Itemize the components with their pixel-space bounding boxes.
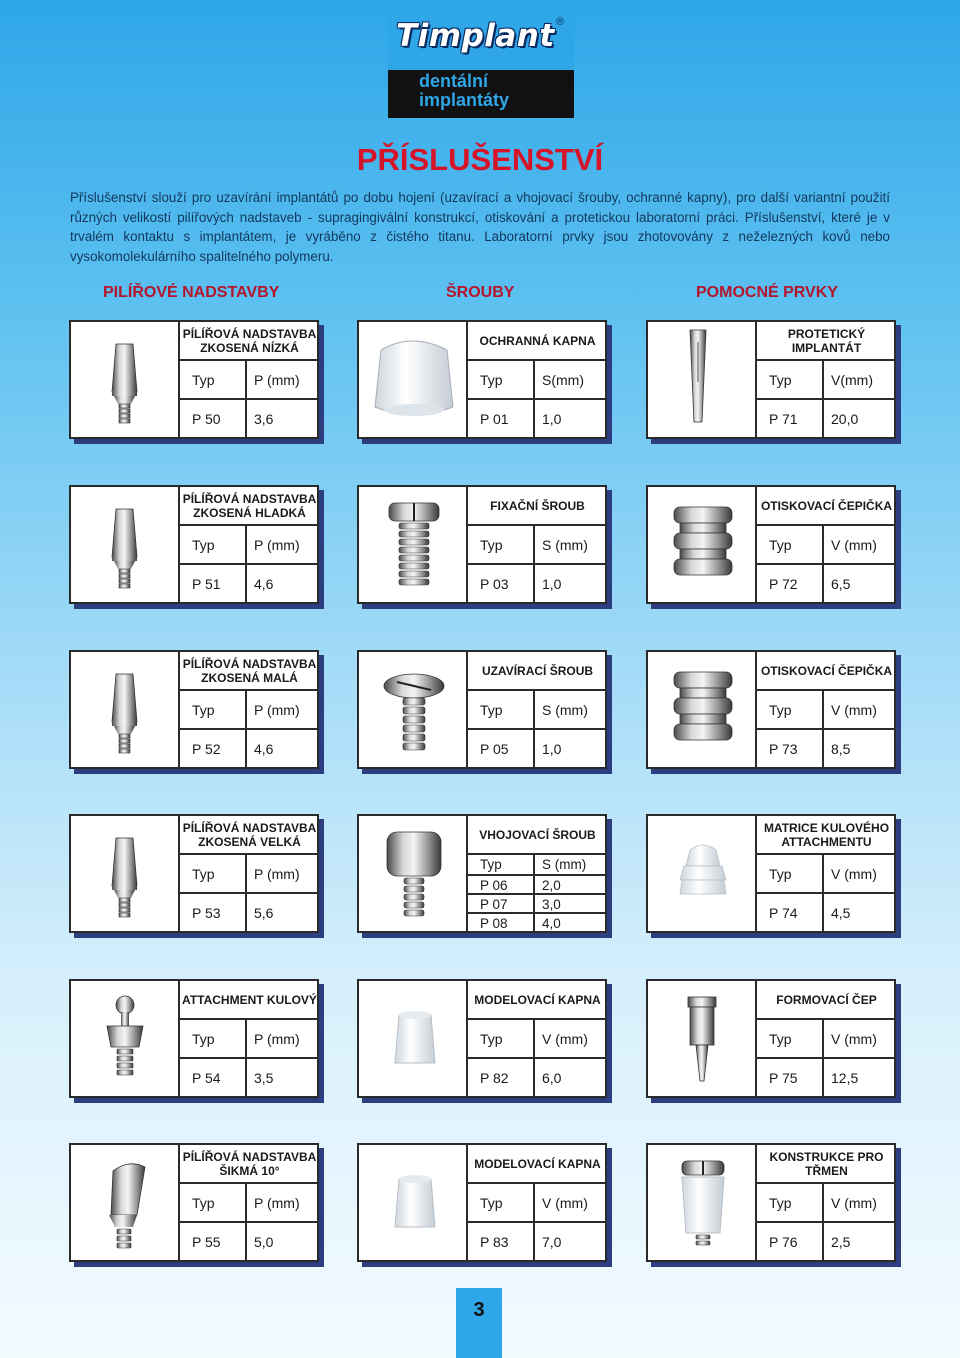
column-header-row [178, 526, 319, 565]
product-row [755, 400, 896, 437]
product-code: P 74 [769, 904, 798, 921]
column-heading-screws: ŠROUBY [446, 284, 515, 301]
product-size: 20,0 [831, 410, 859, 427]
product-code: P 72 [769, 575, 798, 592]
brand-logo [388, 0, 574, 118]
product-card [69, 320, 319, 439]
type-header: Typ [769, 865, 792, 882]
product-row [178, 1223, 319, 1260]
column-divider [822, 1184, 824, 1260]
product-row [178, 1059, 319, 1096]
column-heading-abutments: PILÍŘOVÉ NADSTAVBY [103, 284, 280, 301]
column-divider [822, 691, 824, 767]
product-size: 1,0 [542, 575, 562, 592]
impression-cap-tall-icon [648, 652, 755, 767]
product-title: MODELOVACÍ KAPNA [466, 981, 607, 1020]
product-code: P 55 [192, 1233, 221, 1250]
column-divider [822, 1020, 824, 1096]
product-card [69, 814, 319, 933]
logo-registered-mark: ® [556, 16, 565, 28]
column-header-row [466, 855, 607, 874]
product-card [646, 814, 896, 933]
column-divider [245, 691, 247, 767]
product-size: 8,5 [831, 740, 851, 757]
product-title: PÍLÍŘOVÁ NADSTAVBA ŠIKMÁ 10° [178, 1145, 319, 1184]
size-header: V (mm) [831, 865, 877, 882]
product-code: P 76 [769, 1233, 798, 1250]
abutment-low-icon [71, 322, 178, 437]
product-title: PÍLÍŘOVÁ NADSTAVBA ZKOSENÁ MALÁ [178, 652, 319, 691]
product-size: 4,6 [254, 740, 274, 757]
size-header: V (mm) [542, 1030, 588, 1047]
type-header: Typ [480, 371, 503, 388]
product-row [466, 730, 607, 767]
product-card [646, 320, 896, 439]
product-row [755, 1059, 896, 1096]
column-header-row [466, 1020, 607, 1059]
size-header: S (mm) [542, 701, 588, 718]
product-code: P 01 [480, 410, 509, 427]
product-size: 3,6 [254, 410, 274, 427]
size-header: V (mm) [542, 1194, 588, 1211]
product-code: P 54 [192, 1069, 221, 1086]
column-header-row [755, 1020, 896, 1059]
product-title: UZAVÍRACÍ ŠROUB [466, 652, 607, 691]
product-card [69, 650, 319, 769]
column-header-row [755, 1184, 896, 1223]
page-number: 3 [456, 1288, 502, 1358]
type-header: Typ [480, 701, 503, 718]
product-code: P 50 [192, 410, 221, 427]
product-code: P 75 [769, 1069, 798, 1086]
cover-screw-icon [359, 652, 466, 767]
product-row [466, 1223, 607, 1260]
column-divider [245, 855, 247, 931]
column-header-row [466, 526, 607, 565]
column-header-row [178, 691, 319, 730]
product-size: 6,0 [542, 1069, 562, 1086]
product-row [466, 912, 607, 933]
abutment-smooth-icon [71, 487, 178, 602]
product-size: 7,0 [542, 1233, 562, 1250]
product-size: 6,5 [831, 575, 851, 592]
product-code: P 08 [480, 916, 508, 931]
page-title: PŘÍSLUŠENSTVÍ [356, 142, 604, 177]
column-divider [822, 361, 824, 437]
product-card [646, 650, 896, 769]
product-row [755, 894, 896, 931]
product-code: P 51 [192, 575, 221, 592]
product-size: 1,0 [542, 410, 562, 427]
modeling-cap-small-icon [359, 1145, 466, 1260]
column-header-row [755, 691, 896, 730]
product-card [357, 1143, 607, 1262]
product-size: 4,0 [542, 916, 561, 931]
ball-matrix-icon [648, 816, 755, 931]
forming-pin-icon [648, 981, 755, 1096]
type-header: Typ [192, 536, 215, 553]
column-divider [822, 855, 824, 931]
abutment-small-icon [71, 652, 178, 767]
product-row [466, 1059, 607, 1096]
product-title: PÍLÍŘOVÁ NADSTAVBA ZKOSENÁ HLADKÁ [178, 487, 319, 526]
column-header-row [178, 1184, 319, 1223]
size-header: V (mm) [831, 701, 877, 718]
column-divider [245, 361, 247, 437]
type-header: Typ [192, 1030, 215, 1047]
ball-attachment-icon [71, 981, 178, 1096]
product-size: 4,5 [831, 904, 851, 921]
product-title: OTISKOVACÍ ČEPIČKA [755, 652, 896, 691]
product-card [69, 979, 319, 1098]
type-header: Typ [769, 1194, 792, 1211]
column-divider [245, 1020, 247, 1096]
size-header: S (mm) [542, 536, 588, 553]
size-header: P (mm) [254, 371, 300, 388]
product-title: PROTETICKÝ IMPLANTÁT [755, 322, 896, 361]
product-size: 3,0 [542, 897, 561, 912]
product-row [466, 874, 607, 895]
product-size: 12,5 [831, 1069, 859, 1086]
size-header: P (mm) [254, 865, 300, 882]
size-header: V(mm) [831, 371, 873, 388]
product-code: P 03 [480, 575, 509, 592]
logo-name: Timplant [396, 18, 555, 54]
product-code: P 71 [769, 410, 798, 427]
column-divider [533, 361, 535, 437]
column-header-row [755, 526, 896, 565]
type-header: Typ [480, 1194, 503, 1211]
product-row [466, 565, 607, 602]
product-title: FIXAČNÍ ŠROUB [466, 487, 607, 526]
size-header: V (mm) [831, 1030, 877, 1047]
column-header-row [178, 361, 319, 400]
product-code: P 83 [480, 1233, 509, 1250]
type-header: Typ [192, 1194, 215, 1211]
column-divider [245, 1184, 247, 1260]
column-divider [822, 526, 824, 602]
column-divider [533, 1184, 535, 1260]
type-header: Typ [769, 701, 792, 718]
column-header-row [466, 1184, 607, 1223]
column-header-row [755, 361, 896, 400]
product-row [755, 730, 896, 767]
column-divider [533, 855, 535, 931]
product-size: 5,6 [254, 904, 274, 921]
column-divider [533, 526, 535, 602]
impression-cap-icon [648, 487, 755, 602]
product-code: P 53 [192, 904, 221, 921]
type-header: Typ [769, 371, 792, 388]
product-row [755, 1223, 896, 1260]
product-card [69, 1143, 319, 1262]
column-header-row [178, 1020, 319, 1059]
product-card [646, 485, 896, 604]
product-size: 2,0 [542, 878, 561, 893]
size-header: S (mm) [542, 857, 587, 872]
product-code: P 82 [480, 1069, 509, 1086]
product-row [466, 400, 607, 437]
product-code: P 52 [192, 740, 221, 757]
product-title: ATTACHMENT KULOVÝ [178, 981, 319, 1020]
column-divider [533, 691, 535, 767]
size-header: P (mm) [254, 536, 300, 553]
product-card [646, 1143, 896, 1262]
product-title: KONSTRUKCE PRO TŘMEN [755, 1145, 896, 1184]
bar-construction-icon [648, 1145, 755, 1260]
modeling-cap-icon [359, 981, 466, 1096]
product-code: P 73 [769, 740, 798, 757]
product-title: OTISKOVACÍ ČEPIČKA [755, 487, 896, 526]
abutment-large-icon [71, 816, 178, 931]
product-card [357, 485, 607, 604]
column-divider [245, 526, 247, 602]
product-row [178, 894, 319, 931]
type-header: Typ [769, 536, 792, 553]
protective-cap-icon [359, 322, 466, 437]
type-header: Typ [192, 371, 215, 388]
product-size: 5,0 [254, 1233, 274, 1250]
product-row [178, 400, 319, 437]
type-header: Typ [480, 536, 503, 553]
type-header: Typ [769, 1030, 792, 1047]
product-card [646, 979, 896, 1098]
type-header: Typ [192, 701, 215, 718]
column-header-row [466, 691, 607, 730]
product-title: PÍLÍŘOVÁ NADSTAVBA ZKOSENÁ VELKÁ [178, 816, 319, 855]
product-row [178, 565, 319, 602]
product-row [755, 565, 896, 602]
size-header: V (mm) [831, 536, 877, 553]
product-card [357, 650, 607, 769]
product-title: VHOJOVACÍ ŠROUB [466, 816, 607, 855]
size-header: S(mm) [542, 371, 584, 388]
type-header: Typ [480, 1030, 503, 1047]
product-code: P 05 [480, 740, 509, 757]
product-card [357, 320, 607, 439]
healing-screw-icon [359, 816, 466, 931]
type-header: Typ [192, 865, 215, 882]
product-card [357, 814, 607, 933]
size-header: V (mm) [831, 1194, 877, 1211]
logo-subtitle: dentální implantáty [419, 71, 510, 110]
column-divider [533, 1020, 535, 1096]
product-card [69, 485, 319, 604]
product-size: 3,5 [254, 1069, 274, 1086]
size-header: P (mm) [254, 1030, 300, 1047]
product-title: MODELOVACÍ KAPNA [466, 1145, 607, 1184]
column-heading-aux: POMOCNÉ PRVKY [696, 284, 838, 301]
angled-abutment-icon [71, 1145, 178, 1260]
product-code: P 06 [480, 878, 508, 893]
product-title: PÍLÍŘOVÁ NADSTAVBA ZKOSENÁ NÍZKÁ [178, 322, 319, 361]
product-row [466, 893, 607, 914]
type-header: Typ [480, 857, 502, 872]
size-header: P (mm) [254, 701, 300, 718]
product-title: FORMOVACÍ ČEP [755, 981, 896, 1020]
prosthetic-implant-icon [648, 322, 755, 437]
product-size: 2,5 [831, 1233, 851, 1250]
intro-paragraph: Příslušenství slouží pro uzavírání implantátů po dobu hojení (uzavírací a vhojovací šrouby, ochranné kapny), pro další variantní použití různých velikostí pilířových nadstaveb - supragingivální konstrukcí, otiskování a protetickou laboratorní práci. Příslušenství, které je v trvalém kontaktu s implantátem, je vyráběno z čistého titanu. Laboratorní prvky jsou zhotovovány z neželezných kovů nebo vysokomolekulárního spalitelného polymeru. [70, 190, 890, 264]
product-title: OCHRANNÁ KAPNA [466, 322, 607, 361]
product-size: 4,6 [254, 575, 274, 592]
product-card [357, 979, 607, 1098]
column-header-row [178, 855, 319, 894]
size-header: P (mm) [254, 1194, 300, 1211]
product-row [178, 730, 319, 767]
product-code: P 07 [480, 897, 508, 912]
column-header-row [466, 361, 607, 400]
product-title: MATRICE KULOVÉHO ATTACHMENTU [755, 816, 896, 855]
fixation-screw-icon [359, 487, 466, 602]
product-size: 1,0 [542, 740, 562, 757]
column-header-row [755, 855, 896, 894]
